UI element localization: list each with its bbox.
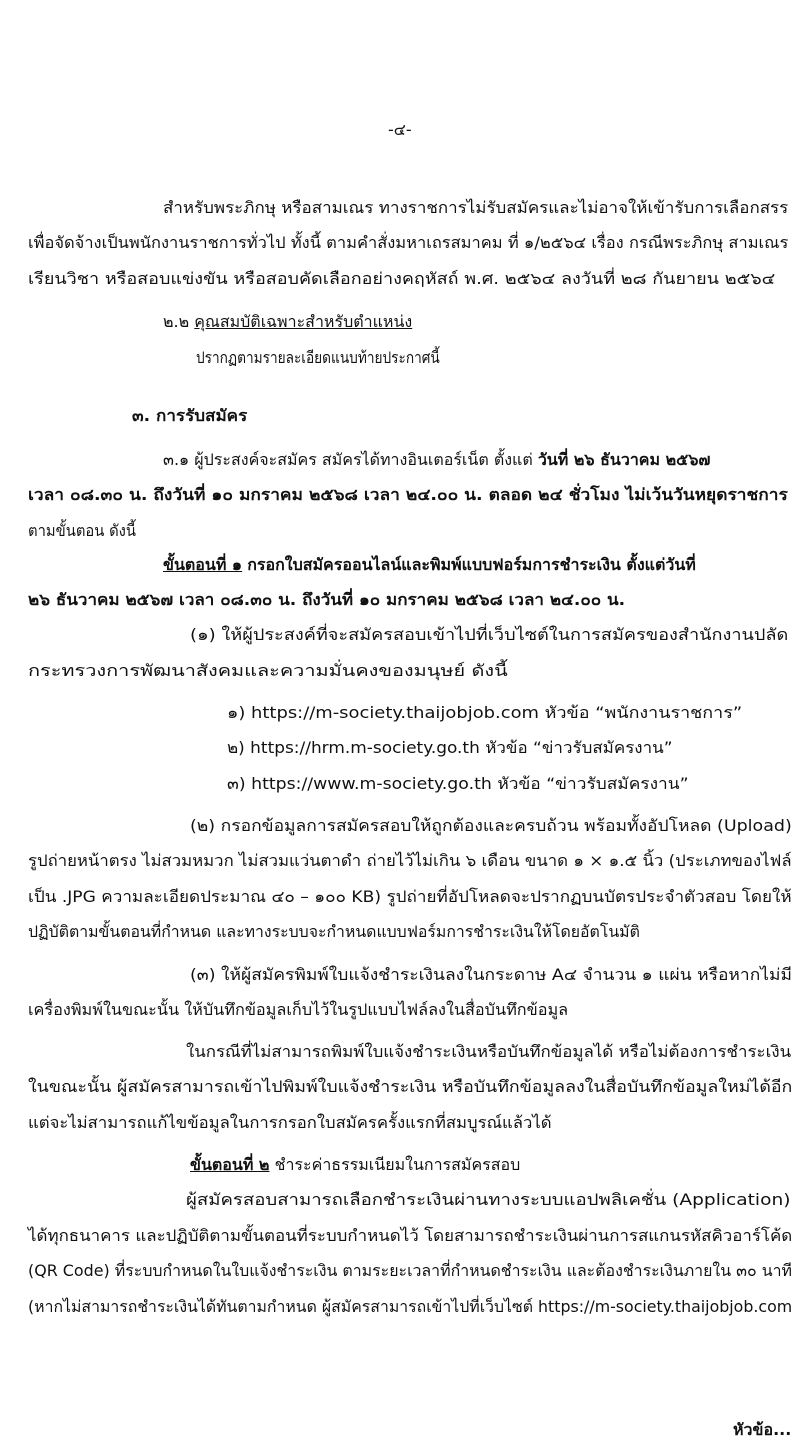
paragraph-line: แต่จะไม่สามารถแก้ไขข้อมูลในการกรอกใบสมัครครั้งแรกที่สมบูรณ์แล้วได้ [28, 1113, 552, 1132]
paragraph-line: เครื่องพิมพ์ในขณะนั้น ให้บันทึกข้อมูลเก็บไว้ในรูปแบบไฟล์ลงในสื่อบันทึกข้อมูล [28, 1000, 569, 1019]
paragraph-line: รูปถ่ายหน้าตรง ไม่สวมหมวก ไม่สวมแว่นตาดำ ถ่ายไว้ไม่เกิน ๖ เดือน ขนาด ๑ × ๑.๕ นิ้ว (ประเภทของไฟล์ [28, 851, 792, 870]
link-item: ๒) https://hrm.m-society.go.th หัวข้อ “ข่าวรับสมัครงาน” [227, 738, 673, 757]
paragraph-line: (๒) กรอกข้อมูลการสมัครสอบให้ถูกต้องและครบถ้วน พร้อมทั้งอัปโหลด (Upload) [190, 816, 792, 835]
link-item: ๑) https://m-society.thaijobjob.com หัวข้อ “พนักงานราชการ” [227, 703, 743, 722]
section-3-heading: ๓. การรับสมัคร [132, 406, 248, 425]
step-label: ขั้นตอนที่ ๑ [163, 555, 243, 574]
paragraph-line: ในกรณีที่ไม่สามารถพิมพ์ใบแจ้งชำระเงินหรือบันทึกข้อมูลได้ หรือไม่ต้องการชำระเงิน [186, 1042, 792, 1061]
paragraph-line: (QR Code) ที่ระบบกำหนดในใบแจ้งชำระเงิน ตามระยะเวลาที่กำหนดชำระเงิน และต้องชำระเงินภายใน ๓๐ นาที [28, 1261, 792, 1280]
page-number: -๔- [388, 120, 412, 139]
paragraph-line: ปรากฏตามรายละเอียดแนบท้ายประกาศนี้ [196, 348, 440, 367]
paragraph-line: ในขณะนั้น ผู้สมัครสามารถเข้าไปพิมพ์ใบแจ้งชำระเงิน หรือบันทึกข้อมูลลงในสื่อบันทึกข้อมูลใหม่ได้อีก [28, 1077, 793, 1096]
section-2-2-heading [163, 312, 412, 332]
text: ๓.๑ ผู้ประสงค์จะสมัคร สมัครได้ทางอินเตอร์เน็ต ตั้งแต่ [163, 450, 533, 469]
paragraph-line: เป็น .JPG ความละเอียดประมาณ ๔๐ – ๑๐๐ KB) รูปถ่ายที่อัปโหลดจะปรากฏบนบัตรประจำตัวสอบ โดยให้ [28, 887, 792, 906]
paragraph-line: ๒๖ ธันวาคม ๒๕๖๗ เวลา ๐๘.๓๐ น. ถึงวันที่ ๑๐ มกราคม ๒๕๖๘ เวลา ๒๔.๐๐ น. [28, 590, 626, 609]
paragraph-line: (หากไม่สามารถชำระเงินได้ทันตามกำหนด ผู้สมัครสามารถเข้าไปที่เว็บไซต์ https://m-society.thaijobjob.com [28, 1297, 793, 1316]
step-text: ชำระค่าธรรมเนียมในการสมัครสอบ [274, 1155, 521, 1174]
paragraph-line: กระทรวงการพัฒนาสังคมและความมั่นคงของมนุษย์ ดังนี้ [28, 661, 508, 680]
section-title: คุณสมบัติเฉพาะสำหรับตำแหน่ง [194, 312, 413, 331]
paragraph-line: เพื่อจัดจ้างเป็นพนักงานราชการทั่วไป ทั้งนี้ ตามคำสั่งมหาเถรสมาคม ที่ ๑/๒๕๖๔ เรื่อง กรณีพระภิกษุ สามเณร [28, 233, 789, 252]
paragraph-line: เรียนวิชา หรือสอบแข่งขัน หรือสอบคัดเลือกอย่างคฤหัสถ์ พ.ศ. ๒๕๖๔ ลงวันที่ ๒๘ กันยายน ๒๕๖๔ [28, 269, 776, 288]
paragraph-line: ตามขั้นตอน ดังนี้ [28, 521, 136, 540]
paragraph-line: (๓) ให้ผู้สมัครพิมพ์ใบแจ้งชำระเงินลงในกระดาษ A๔ จำนวน ๑ แผ่น หรือหากไม่มี [190, 965, 792, 984]
step-text: กรอกใบสมัครออนไลน์และพิมพ์แบบฟอร์มการชำระเงิน ตั้งแต่วันที่ [247, 555, 696, 574]
paragraph-line: สำหรับพระภิกษุ หรือสามเณร ทางราชการไม่รับสมัครและไม่อาจให้เข้ารับการเลือกสรร [163, 198, 789, 217]
paragraph-line: (๑) ให้ผู้ประสงค์ที่จะสมัครสอบเข้าไปที่เว็บไซต์ในการสมัครของสำนักงานปลัด [190, 625, 789, 644]
step-label: ขั้นตอนที่ ๒ [190, 1155, 270, 1174]
paragraph-line: ผู้สมัครสอบสามารถเลือกชำระเงินผ่านทางระบบแอปพลิเคชั่น (Application) [186, 1190, 791, 1209]
step-1-heading [163, 555, 696, 575]
step-2-heading [190, 1155, 520, 1175]
date-text: วันที่ ๒๖ ธันวาคม ๒๕๖๗ [537, 450, 711, 469]
paragraph-line [163, 450, 710, 470]
continued-marker: หัวข้อ... [733, 1420, 792, 1439]
paragraph-line: ปฏิบัติตามขั้นตอนที่กำหนด และทางระบบจะกำหนดแบบฟอร์มการชำระเงินให้โดยอัตโนมัติ [28, 922, 640, 941]
link-item: ๓) https://www.m-society.go.th หัวข้อ “ข่าวรับสมัครงาน” [227, 774, 689, 793]
paragraph-line: ได้ทุกธนาคาร และปฏิบัติตามขั้นตอนที่ระบบกำหนดไว้ โดยสามารถชำระเงินผ่านการสแกนรหัสคิวอาร์โค้ด [28, 1226, 793, 1245]
section-number: ๒.๒ [163, 312, 190, 331]
paragraph-line: เวลา ๐๘.๓๐ น. ถึงวันที่ ๑๐ มกราคม ๒๕๖๘ เวลา ๒๔.๐๐ น. ตลอด ๒๔ ชั่วโมง ไม่เว้นวันหยุดราชการ [28, 485, 788, 504]
